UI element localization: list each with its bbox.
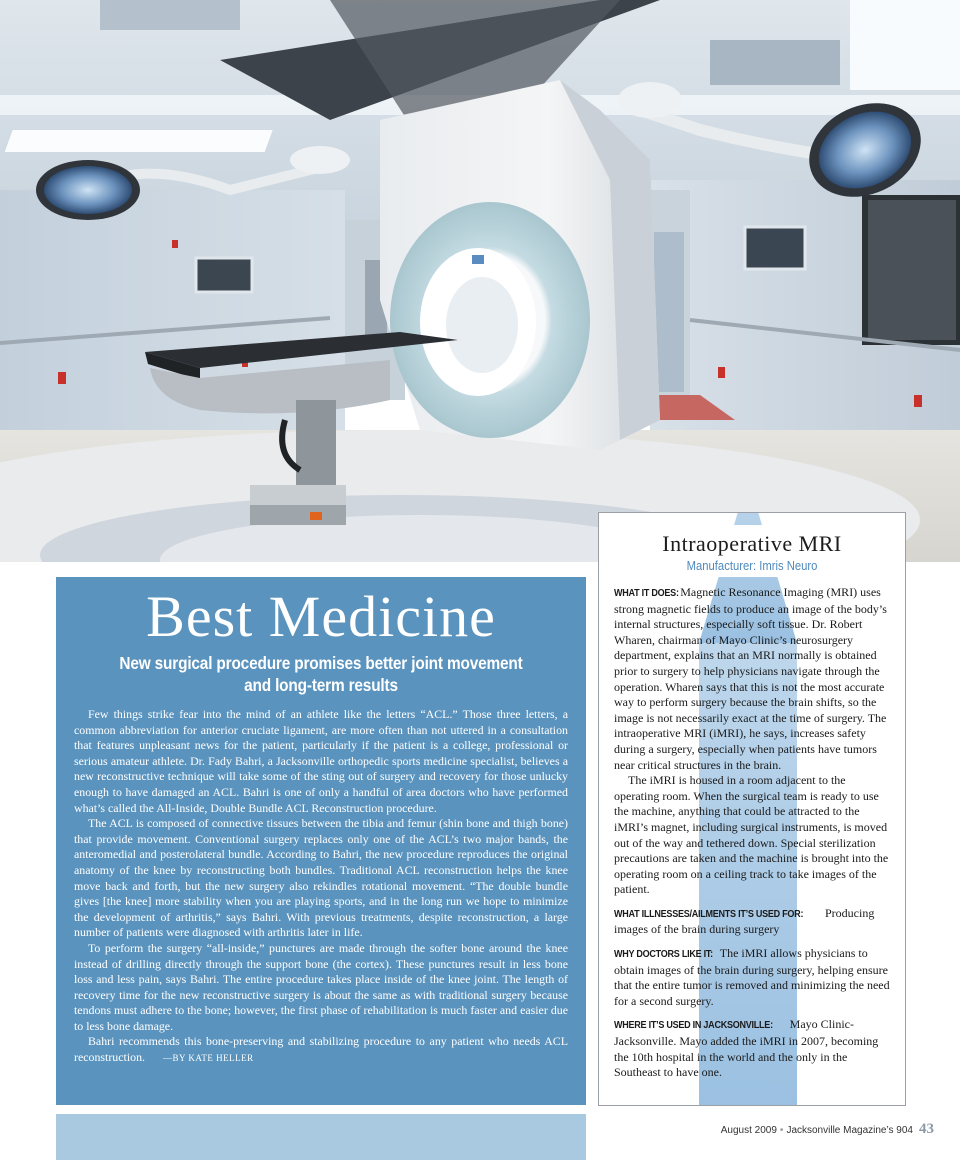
decorative-color-strip: [56, 1114, 586, 1160]
what-section: [614, 585, 892, 773]
article-paragraph: Bahri recommends this bone-preserving and stabilizing procedure to any patient who needs ACL reconstruction.: [74, 1034, 568, 1065]
article-paragraph: Few things strike fear into the mind of an athlete like the letters “ACL.” Those three letters, a common abbreviation for anterior cruciate ligament, are more often than not uttered in a consultation that features unpleasant news for the patient, particularly if the patient is a college, professional or serious amateur athlete. Dr. Fady Bahri, a Jacksonville orthopedic sports medicine specialist, believes a new reconstructive technique will take some of the sting out of surgery and recovery for those unlucky enough to have damaged an ACL. Bahri is one of only a handful of area doctors who have performed what’s called the All-Inside, Double Bundle ACL Reconstruction procedure.: [74, 707, 568, 815]
article-box: [56, 577, 586, 1105]
sidebar-body: [614, 585, 892, 1081]
article-paragraph: The ACL is composed of connective tissues between the tibia and femur (shin bone and thigh bone) that provide movement. Conventional surgery replaces only one of the ACL’s two major bands, the anteromedial and posterolateral bundle. According to Bahri, the new procedure reproduces the original anatomy of the knee by reconstructing both bundles. Traditional ACL reconstruction helps the knee move back and forth, but the new surgery also rekindles rotational movement. “The double bundle gives [the knee] more stability when you are playing sports, and in the long run we hope to minimize the development of arthritis,” says Bahri. With previous treatments, despite reconstruction, a large number of patients were diagnosed with arthritis later in life.: [74, 816, 568, 940]
footer-date: August 2009: [720, 1125, 777, 1136]
article-last-paragraph: [74, 1034, 568, 1066]
section-label: WHY DOCTORS LIKE IT:: [614, 948, 713, 961]
bullet-separator: •: [779, 1125, 784, 1136]
article-body: [74, 707, 568, 1067]
section-label: WHAT IT DOES:: [614, 587, 679, 599]
page-number: 43: [919, 1121, 934, 1137]
hero-photo-mri-operating-room: [0, 0, 960, 562]
article-subtitle: New surgical procedure promises better joint movement and long-term results: [119, 653, 523, 695]
section-text: Producing images of the brain during surgery: [614, 905, 875, 937]
illness-section: [614, 906, 892, 938]
section-label: WHAT ILLNESSES/AILMENTS IT’S USED FOR:: [614, 907, 804, 920]
section-label: WHERE IT’S USED IN JACKSONVILLE:: [614, 1019, 773, 1032]
section-text: Magnetic Resonance Imaging (MRI) uses strong magnetic fields to produce an image of the body’s internal structures, especially soft tissue. Dr. Robert Wharen, chairman of Mayo Clinic’s neurosurgery department, explains that an MRI normally is obtained prior to surgery to help physicians navigate through the operation. Wharen says that this is not the most accurate way to perform surgery because the brain shifts, so the image is not necessarily exact at the time of surgery. The intraoperative MRI (iMRI), he says, increases safety during a surgery, especially when patients have tumors near critical structures in the brain.: [614, 585, 887, 772]
why-section: [614, 946, 892, 1009]
page-footer: [721, 1121, 934, 1138]
sidebar-title: Intraoperative MRI: [662, 531, 842, 556]
sidebar-box: [598, 512, 906, 1106]
article-title: Best Medicine: [146, 584, 496, 649]
article-paragraph: To perform the surgery “all-inside,” punctures are made through the softer bone around the knee instead of drilling directly through the support bone (the cortex). These punctures result in less bone loss and less pain, says Bahri. The entire procedure takes place inside of the knee joint. The length of recovery time for the new reconstructive surgery is about the same as with traditional surgery because tendons must adhere to the bone; however, the first phase of rehabilitation is much faster and easier due to less bone damage.: [74, 940, 568, 1033]
section-text: The iMRI is housed in a room adjacent to the operating room. When the surgical team is ready to use the machine, anything that could be attracted to the iMRI’s magnet, including surgical instruments, is moved out of the way and tethered down. Special sterilization precautions are taken and the machine is brought into the operating room on a ceiling track to take images of the patient.: [614, 773, 889, 897]
section-text: Mayo Clinic-Jacksonville. Mayo added the iMRI in 2007, becoming the 10th hospital in the world and the only in the Southeast to have one.: [614, 1017, 879, 1080]
byline: —BY KATE HELLER: [163, 1053, 254, 1064]
sidebar-subtitle: Manufacturer: Imris Neuro: [686, 559, 818, 573]
where-section: [614, 1017, 892, 1080]
section-text: The iMRI allows physicians to obtain images of the brain during surgery, helping ensure that the entire tumor is removed and minimizing the need for a second surgery.: [614, 946, 890, 1008]
footer-magazine: Jacksonville Magazine’s 904: [786, 1125, 913, 1136]
